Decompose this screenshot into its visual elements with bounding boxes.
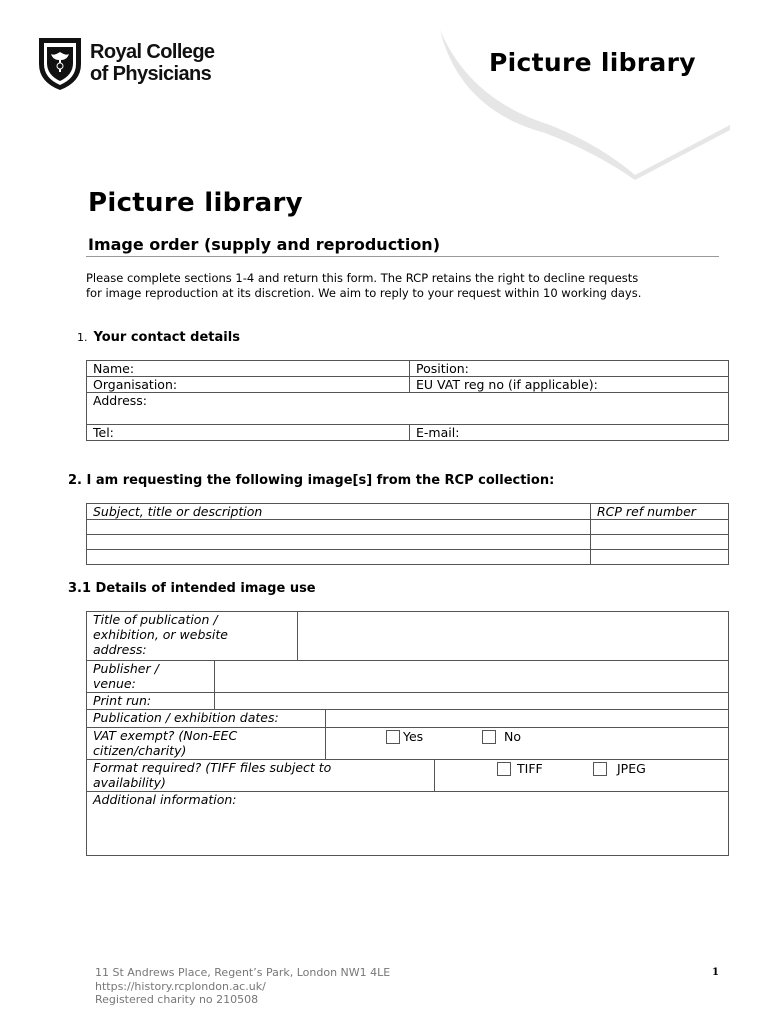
publication-title-label: Title of publication / exhibition, or website address: (87, 612, 298, 660)
section1-number: 1. (77, 331, 88, 344)
crest-icon (36, 34, 84, 92)
footer-address: 11 St Andrews Place, Regent’s Park, London NW1 4LE (95, 966, 391, 979)
tel-field[interactable]: Tel: (87, 425, 410, 441)
document-subtitle: Image order (supply and reproduction) (88, 235, 441, 254)
format-options (435, 760, 728, 791)
section1-heading (77, 330, 240, 345)
ref-cell[interactable] (591, 550, 729, 565)
vat-exempt-options (326, 728, 728, 759)
yes-checkbox[interactable] (386, 730, 400, 744)
vat-exempt-label: VAT exempt? (Non-EEC citizen/charity) (87, 728, 326, 759)
publisher-row (87, 661, 729, 693)
vat-exempt-row (87, 728, 729, 760)
intro-line-1: Please complete sections 1-4 and return this form. The RCP retains the right to decline requests (86, 271, 639, 285)
no-option[interactable]: No (482, 729, 521, 744)
section1-title: Your contact details (93, 330, 240, 345)
rcp-logo (36, 34, 214, 92)
footer (95, 966, 390, 1007)
section2-heading: 2. I am requesting the following image[s] from the RCP collection: (68, 473, 555, 488)
footer-charity: Registered charity no 210508 (95, 993, 259, 1006)
dates-label: Publication / exhibition dates: (87, 710, 326, 727)
publication-title-row (87, 612, 729, 661)
jpeg-checkbox[interactable] (593, 762, 607, 776)
additional-info-field[interactable]: Additional information: (87, 792, 729, 856)
document-title: Picture library (88, 188, 303, 218)
publication-title-input[interactable] (298, 612, 728, 660)
header-title: Picture library (489, 48, 696, 77)
dates-input[interactable] (326, 710, 728, 727)
footer-url[interactable]: https://history.rcplondon.ac.uk/ (95, 979, 266, 993)
print-run-input[interactable] (215, 693, 728, 709)
subject-cell[interactable] (87, 520, 591, 535)
logo-line2: of Physicians (90, 63, 212, 85)
print-run-label: Print run: (87, 693, 215, 709)
subject-column-header: Subject, title or description (87, 504, 591, 520)
ref-cell[interactable] (591, 535, 729, 550)
tiff-option[interactable]: TIFF (497, 761, 543, 776)
subject-cell[interactable] (87, 550, 591, 565)
jpeg-option[interactable]: JPEG (593, 761, 646, 776)
organisation-field[interactable]: Organisation: (87, 377, 410, 393)
address-field[interactable]: Address: (87, 393, 729, 425)
image-use-table (86, 611, 729, 856)
email-field[interactable]: E-mail: (410, 425, 729, 441)
format-label: Format required? (TIFF files subject to availability) (87, 760, 435, 791)
vat-reg-field[interactable]: EU VAT reg no (if applicable): (410, 377, 729, 393)
ref-cell[interactable] (591, 520, 729, 535)
subtitle-divider (86, 256, 719, 257)
format-row (87, 760, 729, 792)
intro-paragraph (86, 271, 726, 301)
no-checkbox[interactable] (482, 730, 496, 744)
publisher-input[interactable] (215, 661, 728, 692)
position-field[interactable]: Position: (410, 361, 729, 377)
tiff-checkbox[interactable] (497, 762, 511, 776)
ref-column-header: RCP ref number (591, 504, 729, 520)
intro-line-2: for image reproduction at its discretion. We aim to reply to your request within 10 working days. (86, 286, 642, 300)
print-run-row (87, 693, 729, 710)
yes-option[interactable]: Yes (386, 729, 423, 744)
name-field[interactable]: Name: (87, 361, 410, 377)
subject-cell[interactable] (87, 535, 591, 550)
page-number: 1 (712, 967, 719, 978)
logo-line1: Royal College (90, 41, 215, 63)
contact-details-table (86, 360, 729, 441)
image-request-table (86, 503, 729, 565)
dates-row (87, 710, 729, 728)
section3-heading: 3.1 Details of intended image use (68, 581, 316, 596)
publisher-label: Publisher / venue: (87, 661, 215, 692)
